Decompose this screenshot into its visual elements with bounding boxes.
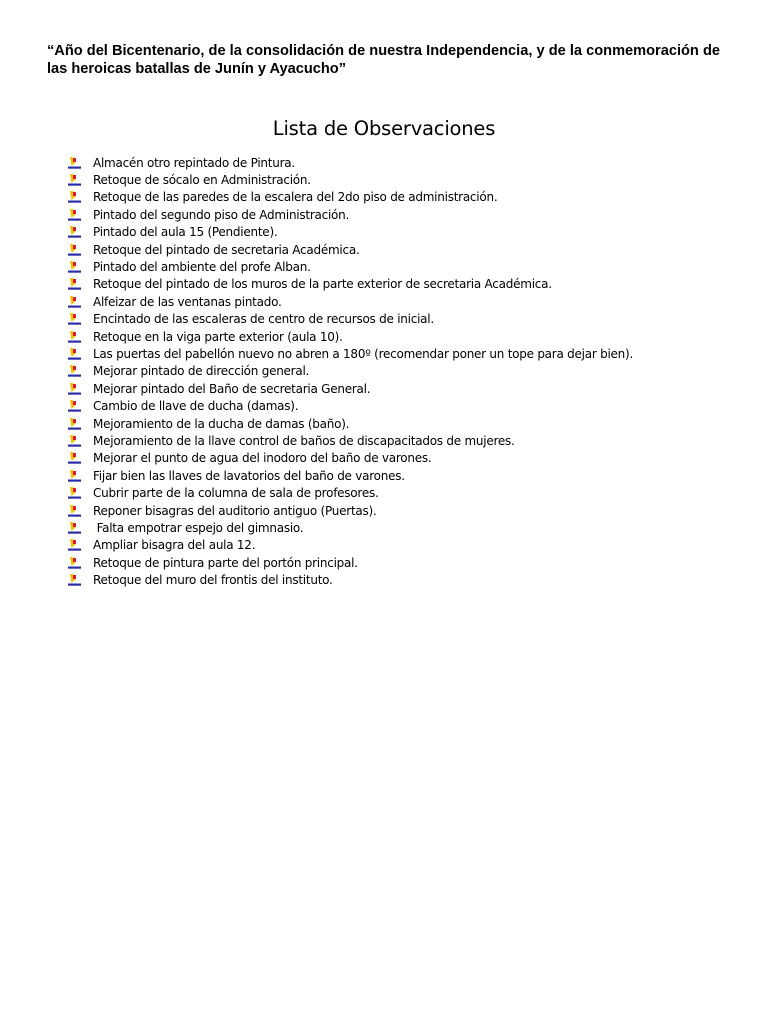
page-title: Lista de Observaciones <box>272 117 496 140</box>
list-item <box>68 224 633 241</box>
arrow-bullet-icon <box>68 174 82 186</box>
list-item-text: Mejorar pintado de dirección general. <box>93 364 310 379</box>
list-item-text: Retoque en la viga parte exterior (aula 10). <box>93 329 343 344</box>
list-item-text: Pintado del aula 15 (Pendiente). <box>93 225 278 240</box>
arrow-bullet-icon <box>68 487 82 499</box>
list-item-text: Mejoramiento de la ducha de damas (baño). <box>93 416 350 431</box>
arrow-bullet-icon <box>68 400 82 412</box>
list-item <box>68 415 633 432</box>
list-item <box>68 189 633 206</box>
arrow-bullet-icon <box>68 244 82 256</box>
list-item <box>68 258 633 275</box>
arrow-bullet-icon <box>68 191 82 203</box>
observations-list <box>68 154 633 589</box>
arrow-bullet-icon <box>68 470 82 482</box>
arrow-bullet-icon <box>68 296 82 308</box>
list-item-text: Almacén otro repintado de Pintura. <box>93 155 295 170</box>
arrow-bullet-icon <box>68 348 82 360</box>
list-item <box>68 484 633 501</box>
arrow-bullet-icon <box>68 452 82 464</box>
list-item <box>68 467 633 484</box>
list-item <box>68 571 633 588</box>
arrow-bullet-icon <box>68 157 82 169</box>
list-item-text: Pintado del segundo piso de Administración. <box>93 207 350 222</box>
arrow-bullet-icon <box>68 331 82 343</box>
list-item <box>68 450 633 467</box>
list-item-text: Retoque del pintado de los muros de la parte exterior de secretaria Académica. <box>93 277 552 292</box>
list-item <box>68 311 633 328</box>
arrow-bullet-icon <box>68 435 82 447</box>
arrow-bullet-icon <box>68 365 82 377</box>
list-item-text: Cambio de llave de ducha (damas). <box>93 399 299 414</box>
list-item <box>68 380 633 397</box>
list-item-text: Cubrir parte de la columna de sala de profesores. <box>93 486 379 501</box>
list-item-text: Falta empotrar espejo del gimnasio. <box>93 520 304 535</box>
list-item-text: Retoque de sócalo en Administración. <box>93 173 311 188</box>
arrow-bullet-icon <box>68 418 82 430</box>
list-item-text: Retoque de pintura parte del portón principal. <box>93 555 358 570</box>
arrow-bullet-icon <box>68 383 82 395</box>
list-item-text: Reponer bisagras del auditorio antiguo (Puertas). <box>93 503 377 518</box>
list-item <box>68 363 633 380</box>
arrow-bullet-icon <box>68 278 82 290</box>
list-item-text: Mejorar pintado del Baño de secretaria General. <box>93 381 371 396</box>
arrow-bullet-icon <box>68 522 82 534</box>
list-item-text: Encintado de las escaleras de centro de recursos de inicial. <box>93 312 434 327</box>
list-item <box>68 154 633 171</box>
list-item-text: Retoque de las paredes de la escalera del 2do piso de administración. <box>93 190 498 205</box>
list-item <box>68 519 633 536</box>
list-item-text: Retoque del muro del frontis del instituto. <box>93 573 333 588</box>
list-item <box>68 432 633 449</box>
list-item-text: Fijar bien las llaves de lavatorios del baño de varones. <box>93 468 405 483</box>
list-item <box>68 502 633 519</box>
list-item-text: Ampliar bisagra del aula 12. <box>93 538 256 553</box>
list-item <box>68 206 633 223</box>
list-item-text: Mejoramiento de la llave control de baños de discapacitados de mujeres. <box>93 433 515 448</box>
list-item <box>68 397 633 414</box>
arrow-bullet-icon <box>68 505 82 517</box>
list-item-text: Las puertas del pabellón nuevo no abren a 180º (recomendar poner un tope para dejar bien). <box>93 346 634 361</box>
year-motto-header: “Año del Bicentenario, de la consolidación de nuestra Independencia, y de la conmemoración de las heroicas batallas de Junín y Ayacucho” <box>47 43 720 77</box>
list-item <box>68 276 633 293</box>
list-item <box>68 293 633 310</box>
list-item-text: Retoque del pintado de secretaria Académica. <box>93 242 360 257</box>
list-item <box>68 328 633 345</box>
list-item <box>68 554 633 571</box>
list-item <box>68 345 633 362</box>
arrow-bullet-icon <box>68 226 82 238</box>
list-item <box>68 171 633 188</box>
list-item-text: Mejorar el punto de agua del inodoro del baño de varones. <box>93 451 432 466</box>
arrow-bullet-icon <box>68 574 82 586</box>
arrow-bullet-icon <box>68 313 82 325</box>
arrow-bullet-icon <box>68 209 82 221</box>
arrow-bullet-icon <box>68 557 82 569</box>
list-item-text: Alfeizar de las ventanas pintado. <box>93 294 282 309</box>
list-item <box>68 537 633 554</box>
arrow-bullet-icon <box>68 261 82 273</box>
arrow-bullet-icon <box>68 539 82 551</box>
list-item-text: Pintado del ambiente del profe Alban. <box>93 260 311 275</box>
list-item <box>68 241 633 258</box>
